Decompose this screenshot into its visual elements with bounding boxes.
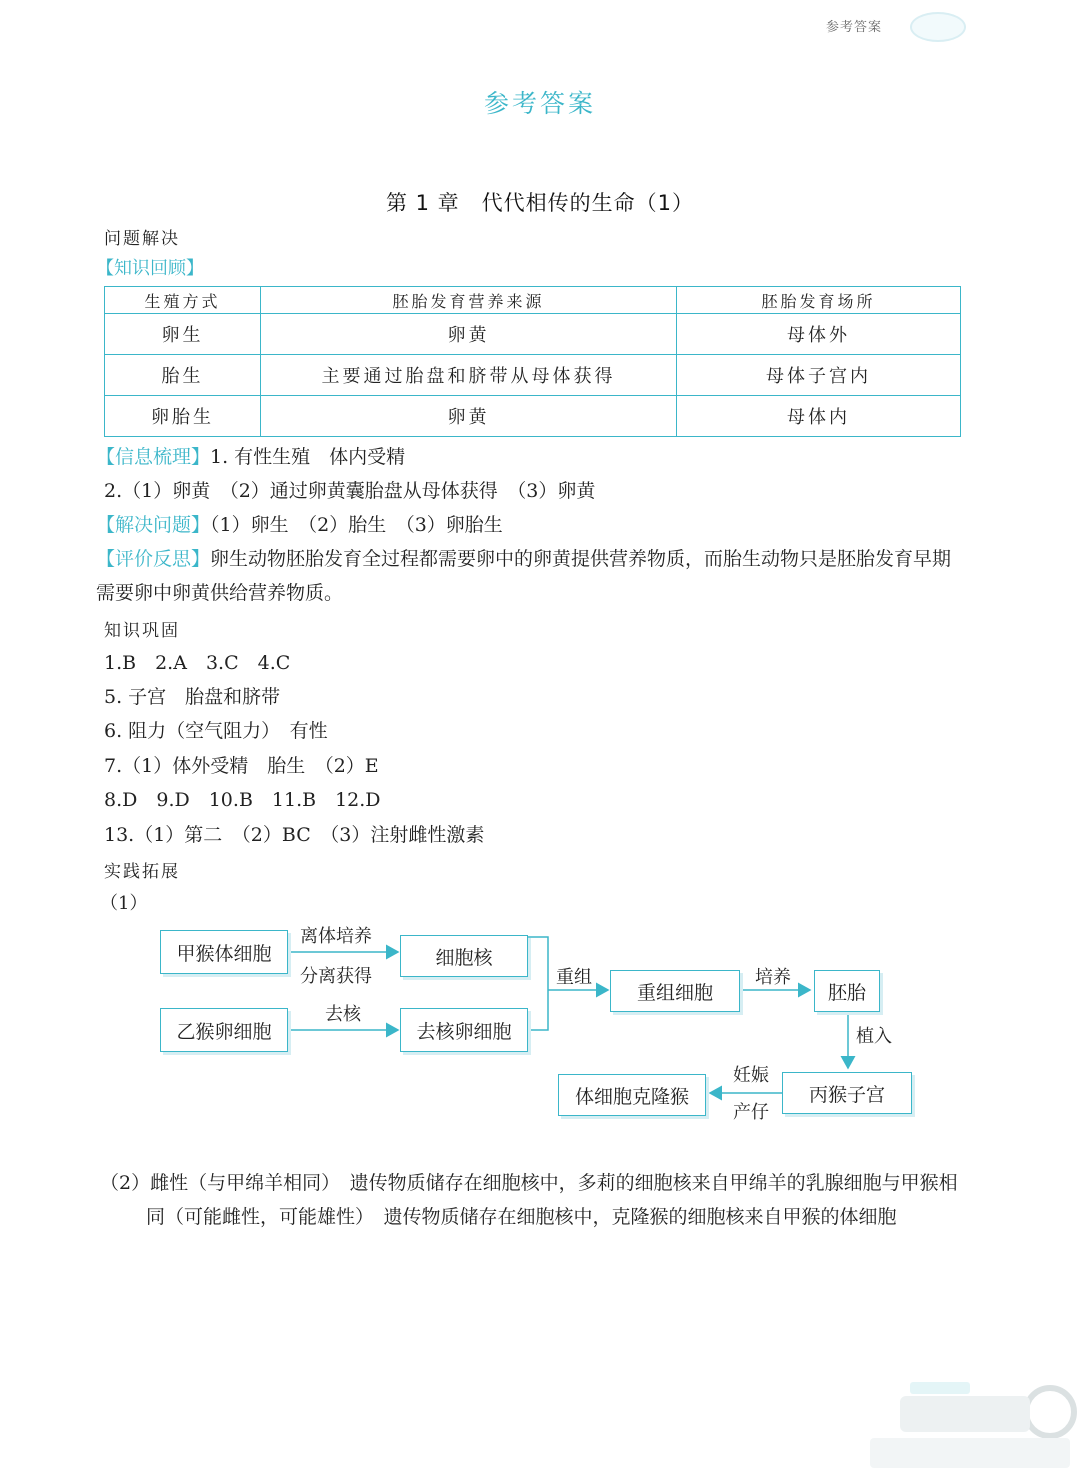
table-cell: 胎生 [105,355,261,396]
table-cell: 主要通过胎盘和脐带从母体获得 [261,355,677,396]
eval-tag: 【评价反思】 [96,548,211,570]
edge-label-culture-in-vitro: 离体培养 [300,926,372,947]
watermark-logo [840,1380,1080,1472]
consolidation-line: 5. 子宫 胎盘和脐带 [104,686,281,708]
table-cell: 卵黄 [261,396,677,437]
consolidation-line: 7.（1）体外受精 胎生 （2）E [104,755,379,777]
node-b-egg-cell: 乙猴卵细胞 [160,1008,288,1052]
edge-label-separate: 分离获得 [300,966,372,987]
consolidation-line: 8.D 9.D 10.B 11.B 12.D [104,789,381,811]
table-cell: 卵胎生 [105,396,261,437]
table-cell: 母体内 [677,396,961,437]
section-consolidation: 知识巩固 [104,621,180,641]
table-cell: 母体外 [677,314,961,355]
chapter-heading: 第 1 章 代代相传的生命（1） [385,191,695,215]
table-header-cell: 胚胎发育营养来源 [261,287,677,314]
edge-label-culture: 培养 [755,967,791,988]
answer-line-2: 2.（1）卵黄 （2）通过卵黄囊胎盘从母体获得 （3）卵黄 [104,480,596,502]
node-a-somatic-cell: 甲猴体细胞 [160,930,288,974]
edge-label-implant: 植入 [856,1026,892,1047]
edge-label-enucleate: 去核 [325,1004,361,1025]
table-cell: 母体子宫内 [677,355,961,396]
table-cell: 卵黄 [261,314,677,355]
table-header-cell: 生殖方式 [105,287,261,314]
section-problem-solving: 问题解决 [104,229,180,249]
edge-label-birth: 产仔 [733,1102,769,1123]
node-c-uterus: 丙猴子宫 [782,1072,912,1114]
consolidation-line: 6. 阻力（空气阻力） 有性 [104,720,328,742]
node-recombined-cell: 重组细胞 [610,970,740,1012]
consolidation-line: 1.B 2.A 3.C 4.C [104,652,291,674]
node-nucleus: 细胞核 [400,935,528,977]
table-header-cell: 胚胎发育场所 [677,287,961,314]
section-practice: 实践拓展 [104,862,180,882]
question-2-text: （2）雌性（与甲绵羊相同） 遗传物质储存在细胞核中，多莉的细胞核来自甲绵羊的乳腺细胞与甲猴相同（可能雌性，可能雄性） 遗传物质储存在细胞核中，克隆猴的细胞核来自甲猴的体细胞 [100,1172,958,1228]
edge-label-recombine: 重组 [556,967,592,988]
page-title: 参考答案 [483,89,596,118]
solve-text: （1）卵生 （2）胎生 （3）卵胎生 [210,514,503,536]
edge-label-pregnancy: 妊娠 [733,1065,769,1086]
question-1-label: （1） [100,893,148,914]
bracket-merge [528,937,548,1030]
running-header: 参考答案 [826,20,883,35]
node-embryo: 胚胎 [814,970,880,1012]
info-text: 1. 有性生殖 体内受精 [210,446,406,468]
eval-text: 卵生动物胚胎发育全过程都需要卵中的卵黄提供营养物质，而胎生动物只是胚胎发育早期需要卵中卵黄供给营养物质。 [96,548,952,604]
node-clone-monkey: 体细胞克隆猴 [558,1074,706,1116]
solve-tag: 【解决问题】 [96,514,211,536]
node-enucleated-egg: 去核卵细胞 [400,1008,528,1052]
question-2-answer [100,1166,962,1234]
info-tag: 【信息梳理】 [96,446,211,468]
table-cell: 卵生 [105,314,261,355]
knowledge-review-tag: 【知识回顾】 [96,258,204,279]
consolidation-line: 13.（1）第二 （2）BC （3）注射雌性激素 [104,824,485,846]
